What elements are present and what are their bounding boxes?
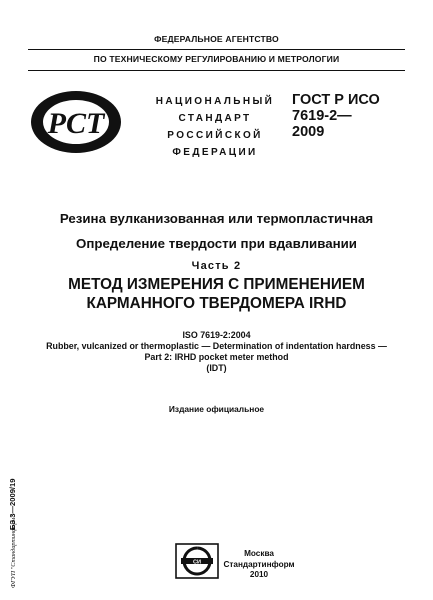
agency-name: ФЕДЕРАЛЬНОЕ АГЕНТСТВО	[154, 34, 279, 44]
edition-label: Издание официальное	[168, 404, 265, 414]
side-code: БЗ 3—2009/19	[8, 478, 17, 530]
agency-subtitle: ПО ТЕХНИЧЕСКОМУ РЕГУЛИРОВАНИЮ И МЕТРОЛОГИИ	[93, 54, 340, 64]
national-standard-block	[150, 93, 280, 161]
english-title-line1: Rubber, vulcanized or thermoplastic — Determination of indentation hardness —	[46, 341, 387, 351]
english-title-line2: Part 2: IRHD pocket meter method	[144, 352, 289, 362]
header-divider	[28, 49, 405, 50]
publication-year: 2010	[249, 570, 269, 579]
publisher-block	[222, 549, 296, 581]
designation-line3: 2009	[292, 124, 325, 140]
part-label: Часть 2	[191, 260, 242, 272]
national-standard-line2: СТАНДАРТ	[178, 113, 252, 124]
national-standard-line1: НАЦИОНАЛЬНЫЙ	[155, 96, 275, 107]
method-title	[0, 275, 433, 313]
header-divider-lower	[28, 70, 405, 71]
side-publisher-mark: ФГУП "Стандартинформ"	[10, 515, 17, 588]
publisher-logo-text: СИ	[192, 559, 202, 566]
method-title-line1: МЕТОД ИЗМЕРЕНИЯ С ПРИМЕНЕНИЕМ	[68, 276, 365, 293]
designation-line1: ГОСТ Р ИСО	[292, 92, 380, 108]
publisher-city: Москва	[244, 549, 274, 558]
publisher-name: Стандартинформ	[223, 559, 295, 569]
gost-logo-icon	[30, 90, 122, 154]
gost-logo-text: РСТ	[47, 107, 105, 140]
standard-designation	[292, 92, 380, 140]
english-reference	[0, 330, 433, 374]
national-standard-line3: РОССИЙСКОЙ	[167, 130, 263, 141]
english-identical-mark: (IDT)	[206, 363, 227, 373]
title-line1: Резина вулканизованная или термопластичная	[59, 211, 374, 226]
designation-line2: 7619-2—	[292, 108, 352, 124]
publisher-logo-icon	[175, 543, 219, 579]
national-standard-line4: ФЕДЕРАЦИИ	[172, 147, 258, 158]
method-title-line2: КАРМАННОГО ТВЕРДОМЕРА IRHD	[86, 295, 347, 312]
iso-reference: ISO 7619-2:2004	[182, 330, 251, 340]
title-line2: Определение твердости при вдавливании	[76, 236, 357, 251]
